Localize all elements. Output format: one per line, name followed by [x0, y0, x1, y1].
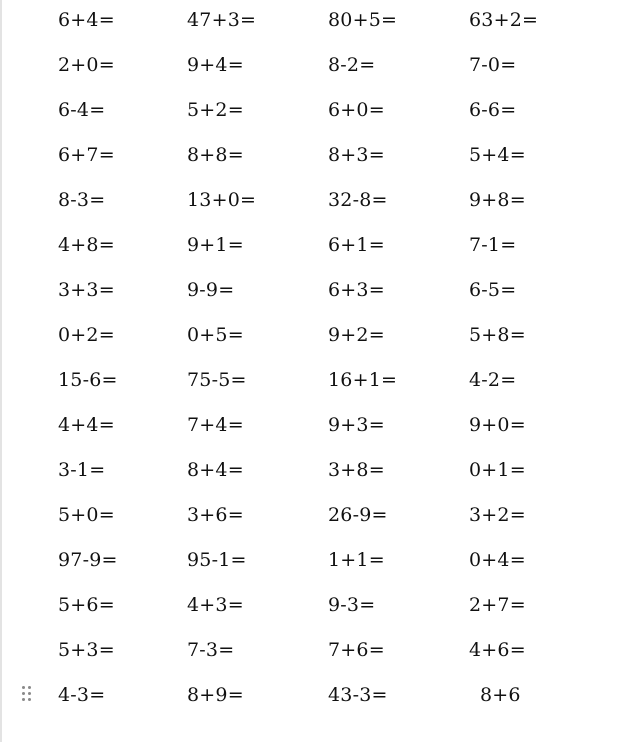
math-problem: 16+1= — [328, 369, 398, 391]
problem-row — [0, 5, 633, 35]
problem-row — [0, 230, 633, 260]
math-problem: 8-3= — [58, 189, 106, 211]
math-problem: 8+6 — [480, 684, 521, 706]
math-problem: 0+4= — [469, 549, 526, 571]
math-problem: 5+6= — [58, 594, 115, 616]
math-problem: 47+3= — [187, 9, 257, 31]
math-problem: 6+4= — [58, 9, 115, 31]
problem-row — [0, 275, 633, 305]
math-problem: 5+2= — [187, 99, 244, 121]
math-problem: 9-3= — [328, 594, 376, 616]
math-problem: 4-3= — [58, 684, 106, 706]
problem-row — [0, 95, 633, 125]
math-problem: 0+1= — [469, 459, 526, 481]
problem-row — [0, 455, 633, 485]
math-problem: 7+6= — [328, 639, 385, 661]
math-problem: 3+2= — [469, 504, 526, 526]
math-problem: 5+8= — [469, 324, 526, 346]
math-problem: 7-0= — [469, 54, 517, 76]
math-problem: 13+0= — [187, 189, 257, 211]
problem-row — [0, 140, 633, 170]
math-problem: 95-1= — [187, 549, 247, 571]
math-problem: 97-9= — [58, 549, 118, 571]
math-problem: 6+7= — [58, 144, 115, 166]
math-problem: 4+8= — [58, 234, 115, 256]
math-problem: 15-6= — [58, 369, 118, 391]
math-problem: 6-6= — [469, 99, 517, 121]
math-problem: 4-2= — [469, 369, 517, 391]
math-problem: 75-5= — [187, 369, 247, 391]
math-problem: 8+4= — [187, 459, 244, 481]
math-problem: 63+2= — [469, 9, 539, 31]
math-problem: 9+3= — [328, 414, 385, 436]
math-problem: 7-1= — [469, 234, 517, 256]
math-problem: 3-1= — [58, 459, 106, 481]
math-problem: 7-3= — [187, 639, 235, 661]
math-problem: 6-4= — [58, 99, 106, 121]
math-problem: 0+5= — [187, 324, 244, 346]
math-problem: 3+6= — [187, 504, 244, 526]
math-problem: 7+4= — [187, 414, 244, 436]
drag-handle-icon[interactable] — [22, 686, 34, 702]
math-problem: 4+6= — [469, 639, 526, 661]
math-problem: 32-8= — [328, 189, 388, 211]
math-problem: 6+3= — [328, 279, 385, 301]
math-problem: 2+0= — [58, 54, 115, 76]
problem-row — [0, 410, 633, 440]
problem-row — [0, 500, 633, 530]
math-problem: 2+7= — [469, 594, 526, 616]
math-problem: 5+4= — [469, 144, 526, 166]
math-problem: 8+3= — [328, 144, 385, 166]
math-problem: 6+1= — [328, 234, 385, 256]
math-problem: 9+8= — [469, 189, 526, 211]
math-problem: 1+1= — [328, 549, 385, 571]
problem-row — [0, 680, 633, 710]
math-problem: 9+0= — [469, 414, 526, 436]
math-problem: 8+8= — [187, 144, 244, 166]
math-problem: 4+4= — [58, 414, 115, 436]
math-problem: 9+4= — [187, 54, 244, 76]
math-problem: 9-9= — [187, 279, 235, 301]
problem-row — [0, 320, 633, 350]
problem-row — [0, 545, 633, 575]
problem-row — [0, 50, 633, 80]
problem-row — [0, 185, 633, 215]
problem-row — [0, 635, 633, 665]
math-problem: 3+3= — [58, 279, 115, 301]
math-problem: 6-5= — [469, 279, 517, 301]
math-problem: 9+2= — [328, 324, 385, 346]
math-problem: 3+8= — [328, 459, 385, 481]
math-problem: 8-2= — [328, 54, 376, 76]
math-problem: 4+3= — [187, 594, 244, 616]
math-problem: 8+9= — [187, 684, 244, 706]
math-problem: 26-9= — [328, 504, 388, 526]
math-problem: 80+5= — [328, 9, 398, 31]
math-problem: 43-3= — [328, 684, 388, 706]
math-problem: 9+1= — [187, 234, 244, 256]
math-problem: 6+0= — [328, 99, 385, 121]
math-problem: 5+0= — [58, 504, 115, 526]
problem-row — [0, 590, 633, 620]
math-problem: 5+3= — [58, 639, 115, 661]
math-problem: 0+2= — [58, 324, 115, 346]
problem-row — [0, 365, 633, 395]
